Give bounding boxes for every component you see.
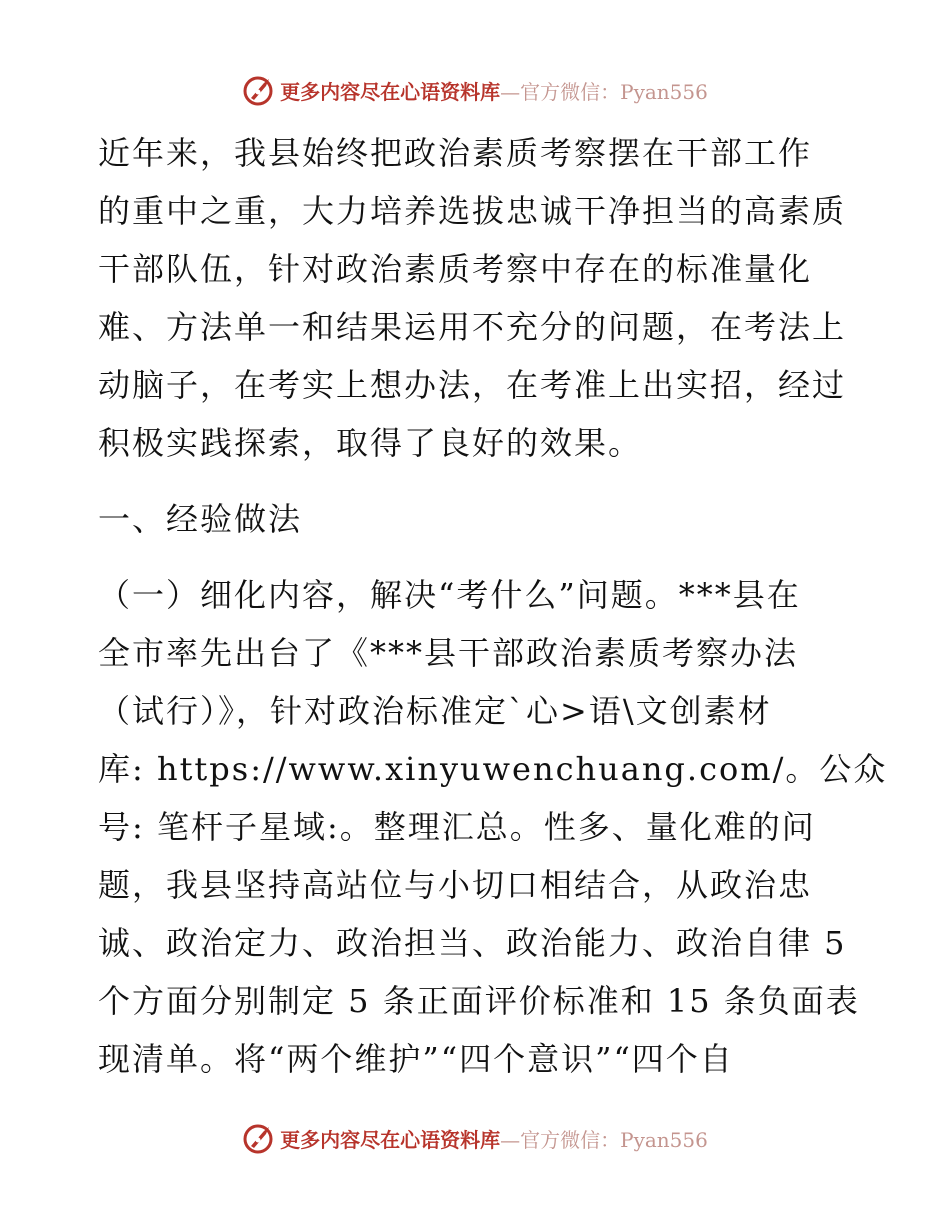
footer-banner-text: 更多内容尽在心语资料库—官方微信：Pyan556 bbox=[280, 1127, 708, 1152]
header-banner bbox=[0, 70, 950, 110]
text-line: （试行）》，针对政治标准定`心>语\文创素材 bbox=[98, 692, 772, 730]
text-line: 诚、政治定力、政治担当、政治能力、政治自律 5 bbox=[98, 924, 847, 962]
text-line: 现清单。将“两个维护”“四个意识”“四个自 bbox=[98, 1040, 734, 1078]
text-line: 的重中之重，大力培养选拔忠诚干净担当的高素质 bbox=[98, 192, 847, 230]
footer-banner bbox=[0, 1118, 950, 1158]
text-line: 库: https://www.xinyuwenchuang.com/。公众 bbox=[98, 750, 888, 788]
section-heading: 一、经验做法 bbox=[98, 500, 303, 538]
header-banner-text: 更多内容尽在心语资料库—官方微信：Pyan556 bbox=[280, 79, 708, 104]
document-body bbox=[98, 124, 888, 1088]
paragraph-intro bbox=[98, 124, 858, 472]
pen-nib-logo-icon bbox=[242, 1121, 276, 1155]
text-line: 积极实践探索，取得了良好的效果。 bbox=[98, 424, 643, 462]
text-line: 题，我县坚持高站位与小切口相结合，从政治忠 bbox=[98, 866, 813, 904]
text-line: 号: 笔杆子星域:。整理汇总。性多、量化难的问 bbox=[98, 808, 816, 846]
text-line: 近年来，我县始终把政治素质考察摆在干部工作 bbox=[98, 134, 813, 172]
text-line: （一）细化内容，解决“考什么”问题。***县在 bbox=[98, 576, 801, 614]
text-line: 全市率先出台了《***县干部政治素质考察办法 bbox=[98, 634, 799, 672]
text-line: 干部队伍，针对政治素质考察中存在的标准量化 bbox=[98, 250, 813, 288]
pen-nib-logo-icon bbox=[242, 73, 276, 107]
paragraph-method-1 bbox=[98, 566, 888, 1088]
text-line: 动脑子，在考实上想办法，在考准上出实招，经过 bbox=[98, 366, 847, 404]
text-line: 难、方法单一和结果运用不充分的问题，在考法上 bbox=[98, 308, 847, 346]
text-line: 个方面分别制定 5 条正面评价标准和 15 条负面表 bbox=[98, 982, 860, 1020]
